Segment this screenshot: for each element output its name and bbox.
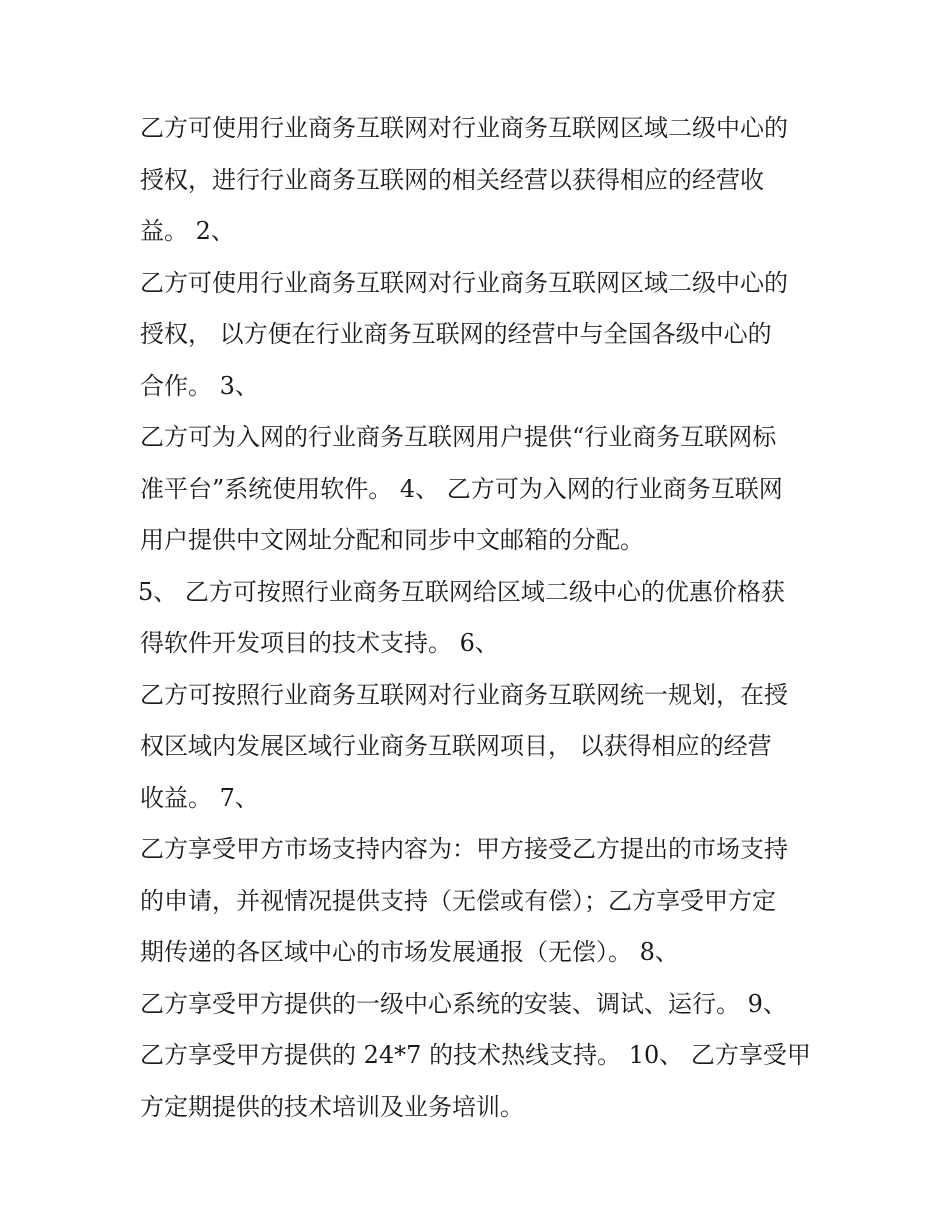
text-line-12: 乙方可按照行业商务互联网对行业商务互联网统一规划，在授 <box>140 680 788 709</box>
text-line-17: 期传递的各区域中心的市场发展通报（无偿）。 8、 <box>140 938 679 966</box>
text-line-13: 权区域内发展区域行业商务互联网项目， 以获得相应的经营 <box>140 732 772 760</box>
text-line-9: 用户提供中文网址分配和同步中文邮箱的分配。 <box>140 526 644 554</box>
text-line-15: 乙方享受甲方市场支持内容为：甲方接受乙方提出的市场支持 <box>140 835 788 863</box>
text-line-16: 的申请，并视情况提供支持（无偿或有偿）；乙方享受甲方定 <box>140 886 776 915</box>
document-body <box>140 103 820 1133</box>
text-line-10: 5、 乙方可按照行业商务互联网给区域二级中心的优惠价格获 <box>138 577 785 606</box>
text-line-1: 乙方可使用行业商务互联网对行业商务互联网区域二级中心的 <box>140 114 788 142</box>
text-line-6: 合作。 3、 <box>140 371 259 400</box>
text-line-18: 乙方享受甲方提供的一级中心系统的安装、调试、运行。 9、 <box>140 989 787 1018</box>
text-line-3: 益。 2、 <box>140 217 235 245</box>
text-line-4: 乙方可使用行业商务互联网对行业商务互联网区域二级中心的 <box>140 268 788 297</box>
text-line-20: 方定期提供的技术培训及业务培训。 <box>140 1092 524 1121</box>
text-line-11: 得软件开发项目的技术支持。 6、 <box>140 629 499 657</box>
text-line-8: 准平台”系统使用软件。 4、 乙方可为入网的行业商务互联网 <box>140 474 783 503</box>
text-line-5: 授权， 以方便在行业商务互联网的经营中与全国各级中心的 <box>140 320 772 348</box>
text-line-7: 乙方可为入网的行业商务互联网用户提供“行业商务互联网标 <box>140 423 777 451</box>
text-line-2: 授权，进行行业商务互联网的相关经营以获得相应的经营收 <box>140 165 764 194</box>
text-line-19: 乙方享受甲方提供的 24*7 的技术热线支持。 10、 乙方享受甲 <box>140 1041 811 1069</box>
text-line-14: 收益。 7、 <box>140 783 259 812</box>
